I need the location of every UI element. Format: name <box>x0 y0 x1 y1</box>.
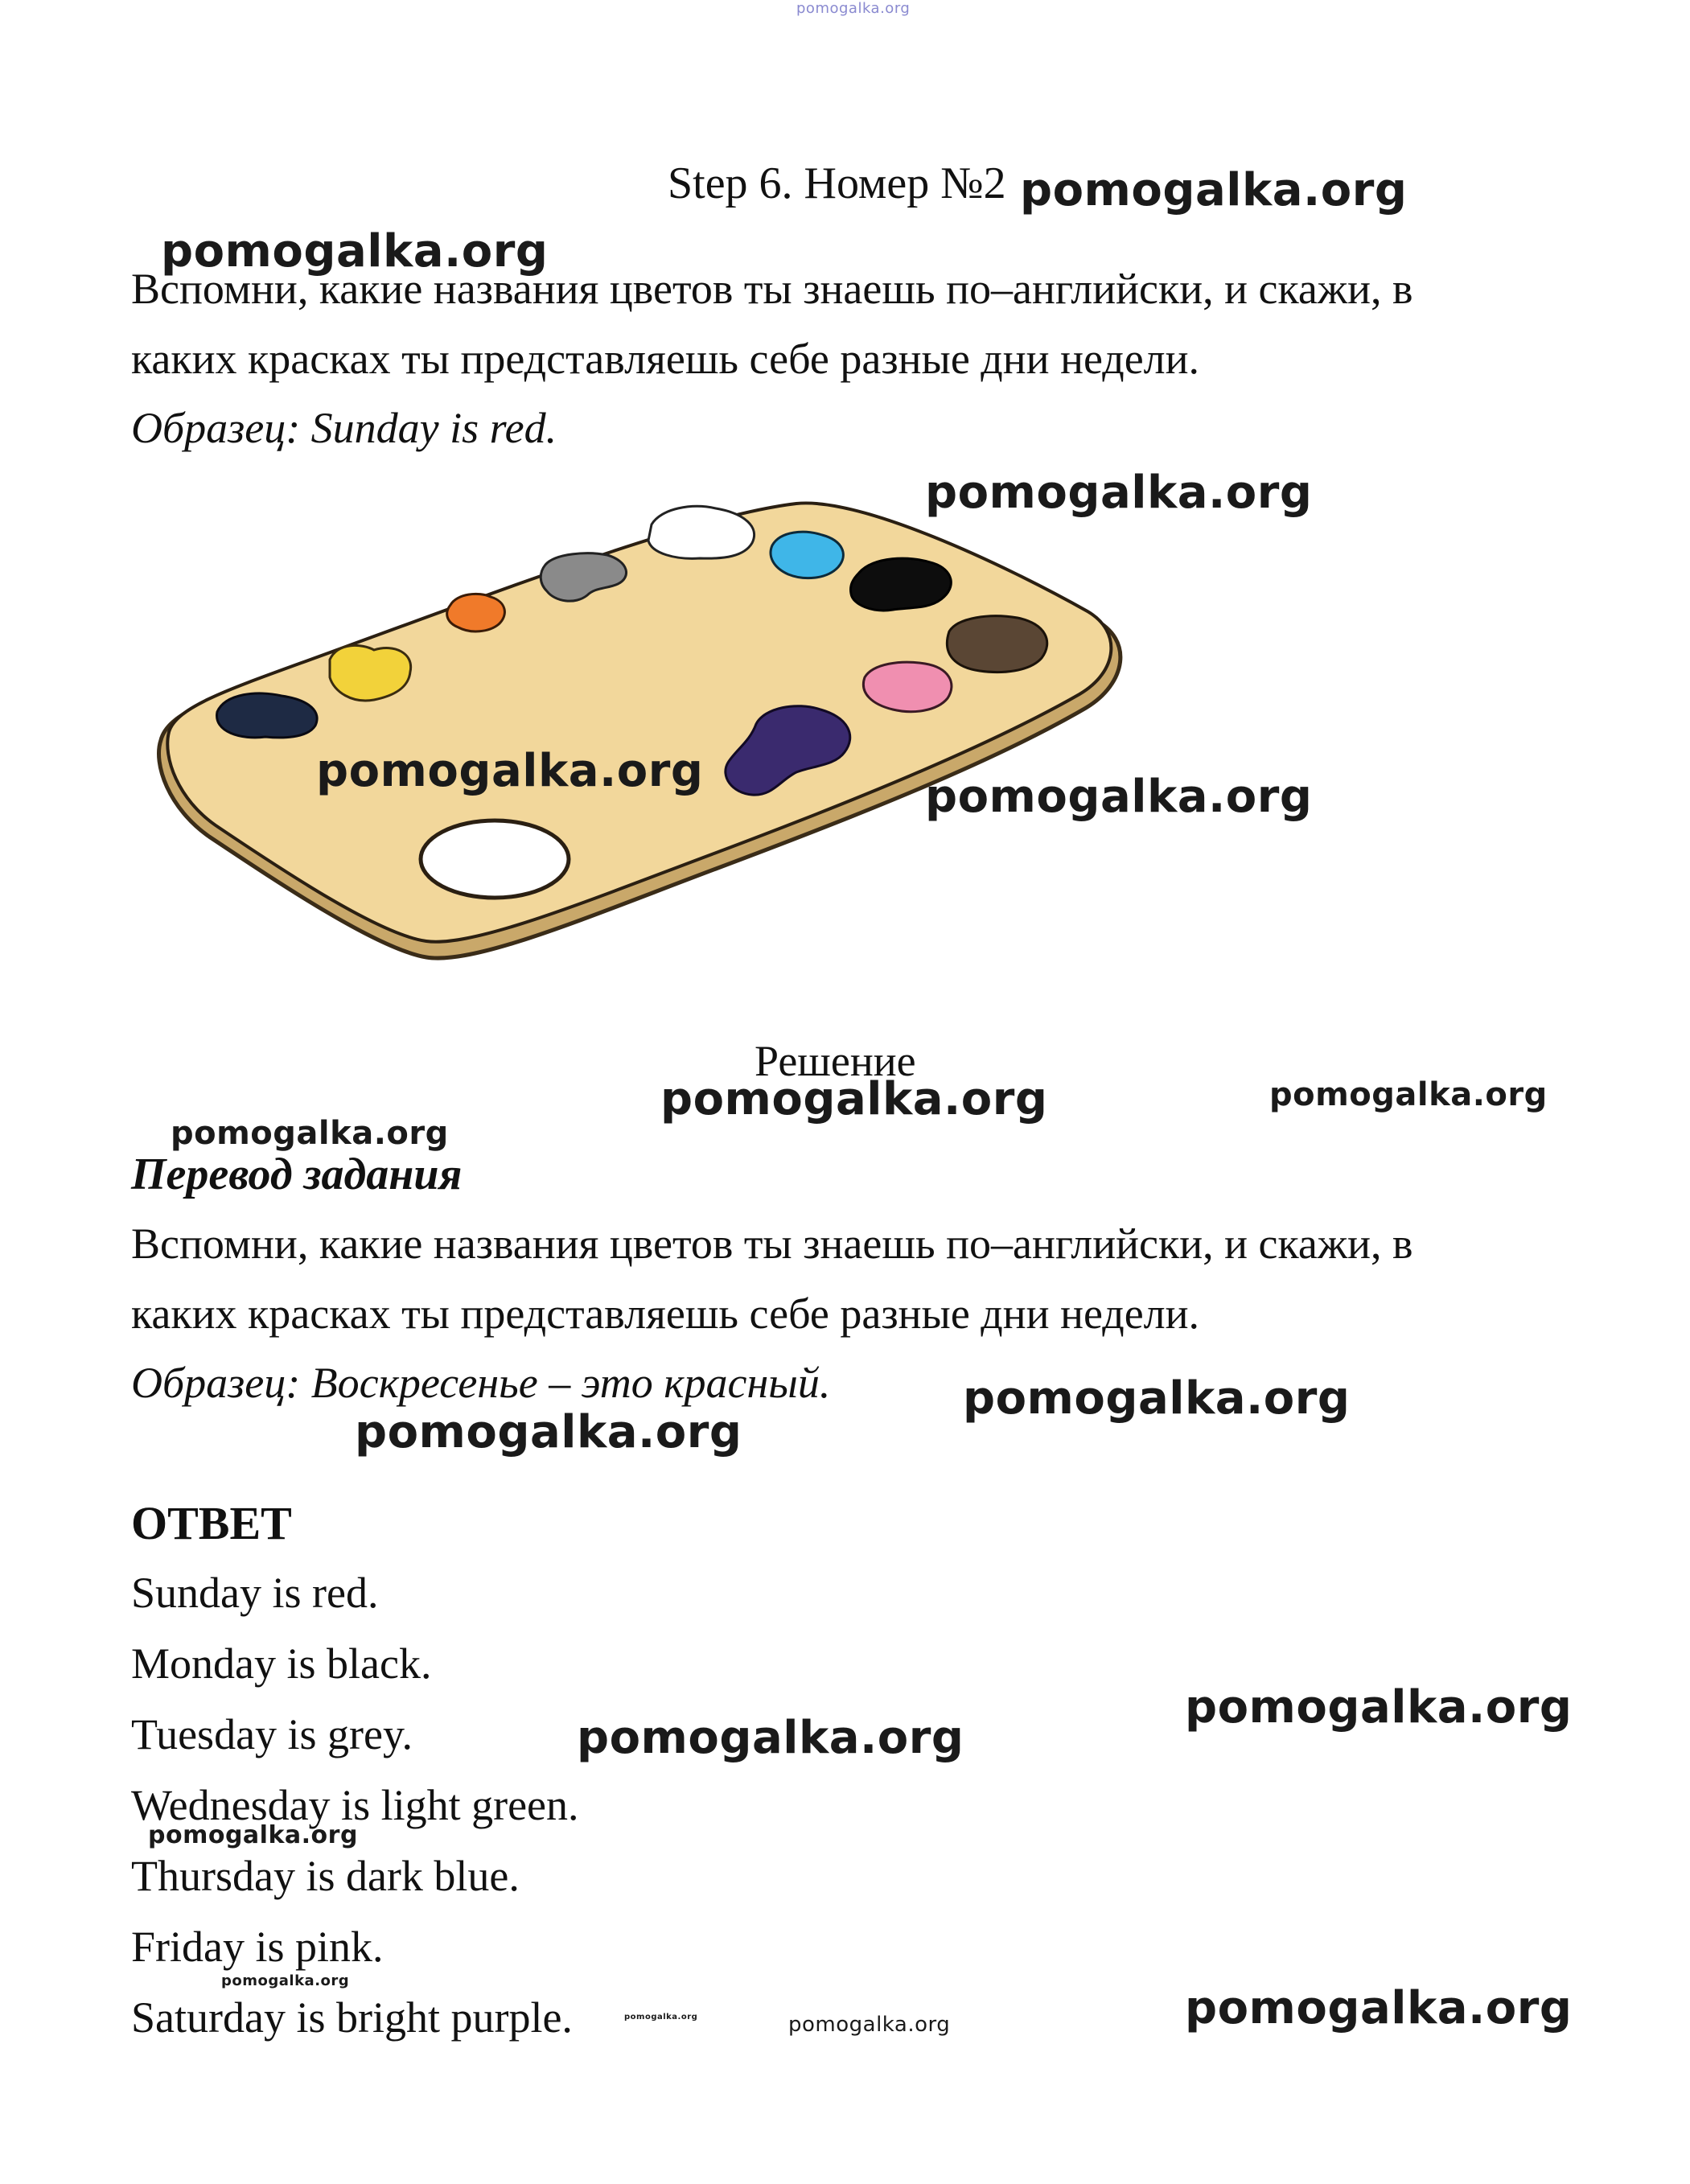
solution-heading: Решение <box>755 1037 916 1085</box>
answer-line-wednesday: Wednesday is light green. <box>131 1781 579 1829</box>
watermark: pomogalka.org <box>1269 1076 1548 1113</box>
answer-line-thursday: Thursday is dark blue. <box>131 1852 520 1900</box>
translation-text-line2: каких красках ты представляешь себе разные дни недели. <box>131 1289 1200 1338</box>
watermark: pomogalka.org <box>925 771 1313 823</box>
watermark: pomogalka.org <box>1020 164 1408 216</box>
task-text-line1: Вспомни, какие названия цветов ты знаешь по–английски, и скажи, в <box>131 265 1413 313</box>
translation-example: Образец: Воскресенье – это красный. <box>131 1359 831 1407</box>
answer-line-saturday: Saturday is bright purple. <box>131 1993 573 2042</box>
answer-line-tuesday: Tuesday is grey. <box>131 1710 413 1758</box>
watermark: pomogalka.org <box>925 467 1313 519</box>
task-example: Образец: Sunday is red. <box>131 404 557 452</box>
watermark: pomogalka.org <box>1185 1681 1573 1734</box>
paint-pink <box>863 662 952 711</box>
watermark: pomogalka.org <box>171 1115 449 1152</box>
watermark: pomogalka.org <box>355 1406 742 1458</box>
palette-thumb-hole <box>421 821 569 898</box>
watermark: pomogalka.org <box>788 2013 951 2037</box>
task-text-line2: каких красках ты представляешь себе разные дни недели. <box>131 335 1200 383</box>
palette-illustration <box>137 467 1134 981</box>
watermark: pomogalka.org <box>624 2013 698 2022</box>
watermark: pomogalka.org <box>316 745 704 797</box>
paint-black <box>850 558 951 611</box>
paint-white <box>648 506 755 558</box>
watermark: pomogalka.org <box>148 1821 358 1849</box>
answer-line-friday: Friday is pink. <box>131 1923 384 1971</box>
page-title: Step 6. Номер №2 <box>668 158 1006 208</box>
answer-heading: ОТВЕТ <box>131 1497 292 1549</box>
watermark: pomogalka.org <box>660 1073 1048 1125</box>
answer-list <box>131 1557 579 2053</box>
watermark: pomogalka.org <box>1185 1982 1573 2034</box>
paint-orange <box>447 594 505 631</box>
paint-brown <box>947 616 1046 672</box>
watermark: pomogalka.org <box>963 1372 1351 1425</box>
answer-line-sunday: Sunday is red. <box>131 1569 379 1617</box>
paint-dark-blue <box>217 693 318 738</box>
watermark: pomogalka.org <box>577 1712 964 1764</box>
watermark: pomogalka.org <box>161 225 549 278</box>
translation-text-line1: Вспомни, какие названия цветов ты знаешь по–английски, и скажи, в <box>131 1220 1413 1268</box>
watermark-top: pomogalka.org <box>796 0 911 17</box>
watermark: pomogalka.org <box>221 1972 350 1989</box>
paint-light-blue <box>771 532 843 578</box>
answer-line-monday: Monday is black. <box>131 1639 432 1688</box>
translation-heading: Перевод задания <box>131 1150 463 1199</box>
